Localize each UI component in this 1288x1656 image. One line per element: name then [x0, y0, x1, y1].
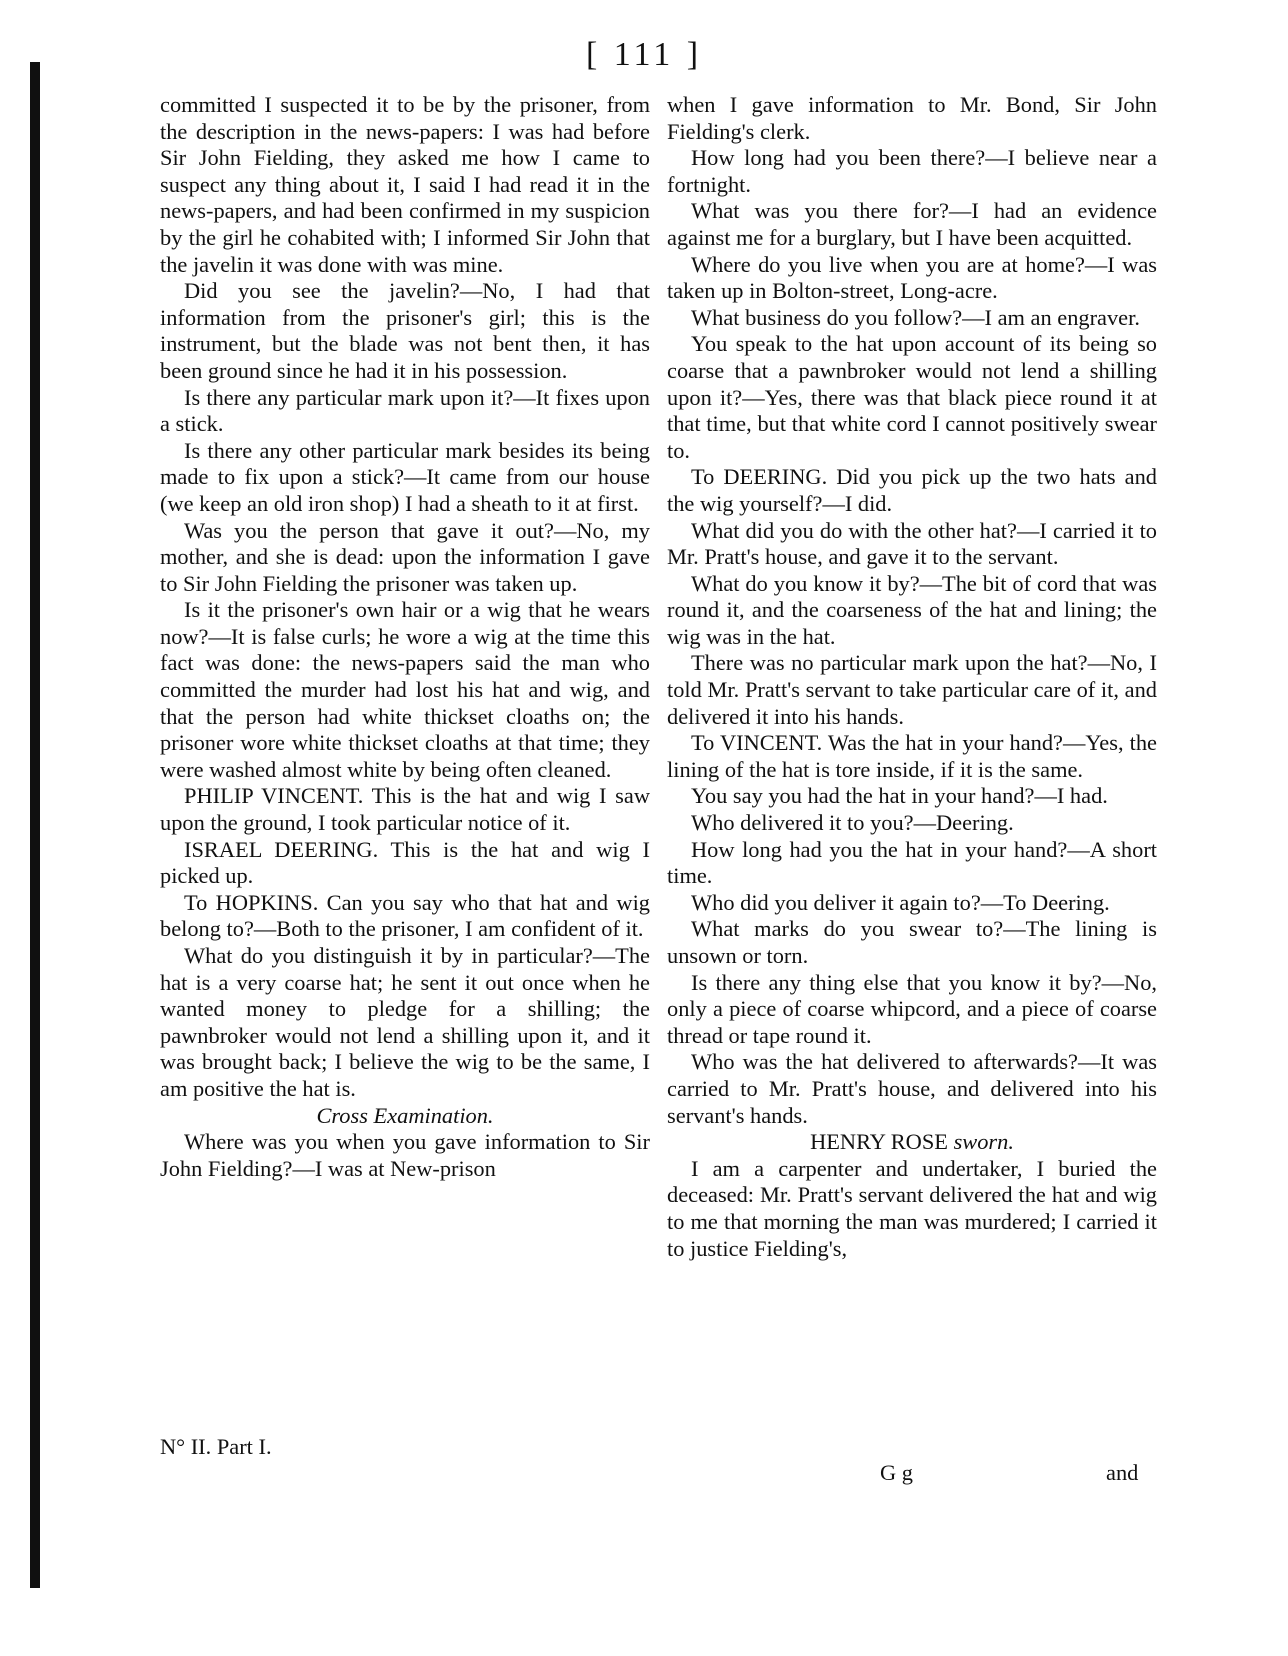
paragraph: Is there any particular mark upon it?—It fixes upon a stick. — [160, 384, 650, 437]
paragraph: What business do you follow?—I am an engraver. — [691, 304, 1140, 330]
paragraph: PHILIP VINCENT. This is the hat and wig I saw upon the ground, I took particular notice of it. — [160, 783, 650, 836]
paragraph: How long had you the hat in your hand?—A short time. — [667, 836, 1157, 889]
paragraph: Who delivered it to you?—Deering. — [691, 810, 1014, 836]
paragraph: Who was the hat delivered to afterwards?—It was carried to Mr. Pratt's house, and delivered into his servant's hands. — [667, 1049, 1157, 1128]
paragraph: What marks do you swear to?—The lining is unsown or torn. — [667, 916, 1157, 968]
paragraph: Did you see the javelin?—No, I had that information from the prisoner's girl; this is the instrument, but the blade was not bent then, it has been ground since he had it in his possession. — [160, 278, 650, 383]
witness-name: HENRY ROSE — [810, 1129, 948, 1155]
page-number: [ 111 ] — [585, 36, 703, 73]
paragraph: Is it the prisoner's own hair or a wig that he wears now?—It is false curls; he wore a wig at the time this fact was done: the news-papers said the man who committed the murder had lost his hat and wig, and that the person had white thickset cloaths on; the prisoner wore white thickset cloaths at that time; they were washed almost white by being often cleaned. — [160, 597, 650, 782]
footer-gathering-mark: G g — [880, 1460, 913, 1485]
paragraph: What was you there for?—I had an evidence against me for a burglary, but I have been acquitted. — [667, 198, 1157, 250]
paragraph: I am a carpenter and undertaker, I buried the deceased: Mr. Pratt's servant delivered the hat and wig to me that morning the man was murdered; I carried it to justice Fielding's, — [667, 1155, 1157, 1261]
footer-signature: N° II. Part I. — [160, 1434, 272, 1459]
paragraph: Who did you deliver it again to?—To Deering. — [691, 889, 1110, 915]
paragraph: To DEERING. Did you pick up the two hats and the wig yourself?—I did. — [667, 464, 1157, 516]
paragraph: What do you know it by?—The bit of cord that was round it, and the coarseness of the hat and lining; the wig was in the hat. — [667, 570, 1157, 649]
paragraph: To HOPKINS. Can you say who that hat and wig belong to?—Both to the prisoner, I am confident of it. — [160, 889, 650, 942]
paragraph: To VINCENT. Was the hat in your hand?—Yes, the lining of the hat is tore inside, if it is the same. — [667, 730, 1157, 782]
sworn-label: sworn. — [953, 1129, 1014, 1155]
paragraph: Is there any thing else that you know it by?—No, only a piece of coarse whipcord, and a piece of coarse thread or tape round it. — [667, 969, 1157, 1048]
paragraph: Where was you when you gave information to Sir John Fielding?—I was at New-prison — [160, 1129, 650, 1181]
paragraph: You say you had the hat in your hand?—I had. — [691, 783, 1108, 809]
paragraph: What did you do with the other hat?—I carried it to Mr. Pratt's house, and gave it to the servant. — [667, 517, 1157, 570]
paragraph: Was you the person that gave it out?—No, my mother, and she is dead: upon the information I gave to Sir John Fielding the prisoner was taken up. — [160, 517, 650, 596]
witness-heading — [667, 1129, 1157, 1156]
paragraph: What do you distinguish it by in particular?—The hat is a very coarse hat; he sent it out once when he wanted money to pledge for a shilling; the pawnbroker would not lend a shilling upon it, and it was brought back; I believe the wig to be the same, I am positive the hat is. — [160, 943, 650, 1101]
paragraph: How long had you been there?—I believe near a fortnight. — [667, 145, 1157, 197]
page-binding-shadow — [30, 62, 40, 1588]
paragraph: There was no particular mark upon the hat?—No, I told Mr. Pratt's servant to take particular care of it, and delivered it into his hands. — [667, 650, 1157, 729]
paragraph: You speak to the hat upon account of its being so coarse that a pawnbroker would not lend a shilling upon it?—Yes, there was that black piece round it at that time, but that white cord I cannot positively swear to. — [667, 331, 1157, 463]
paragraph: when I gave information to Mr. Bond, Sir John Fielding's clerk. — [667, 92, 1157, 144]
left-column — [160, 92, 650, 1182]
cross-examination-heading: Cross Examination. — [316, 1102, 494, 1128]
paragraph: ISRAEL DEERING. This is the hat and wig I picked up. — [160, 836, 650, 889]
paragraph: Where do you live when you are at home?—I was taken up in Bolton-street, Long-acre. — [667, 251, 1157, 304]
footer-catchword: and — [1106, 1460, 1139, 1485]
paragraph: Is there any other particular mark besides its being made to fix upon a stick?—It came from our house (we keep an old iron shop) I had a sheath to it at first. — [160, 437, 650, 516]
paragraph: committed I suspected it to be by the prisoner, from the description in the news-papers: I was had before Sir John Fielding, they asked me how I came to suspect any thing about it, I said I had read it in the news-papers, and had been confirmed in my suspicion by the girl he cohabited with; I informed Sir John that the javelin it was done with was mine. — [160, 92, 650, 277]
right-column — [667, 92, 1157, 1262]
